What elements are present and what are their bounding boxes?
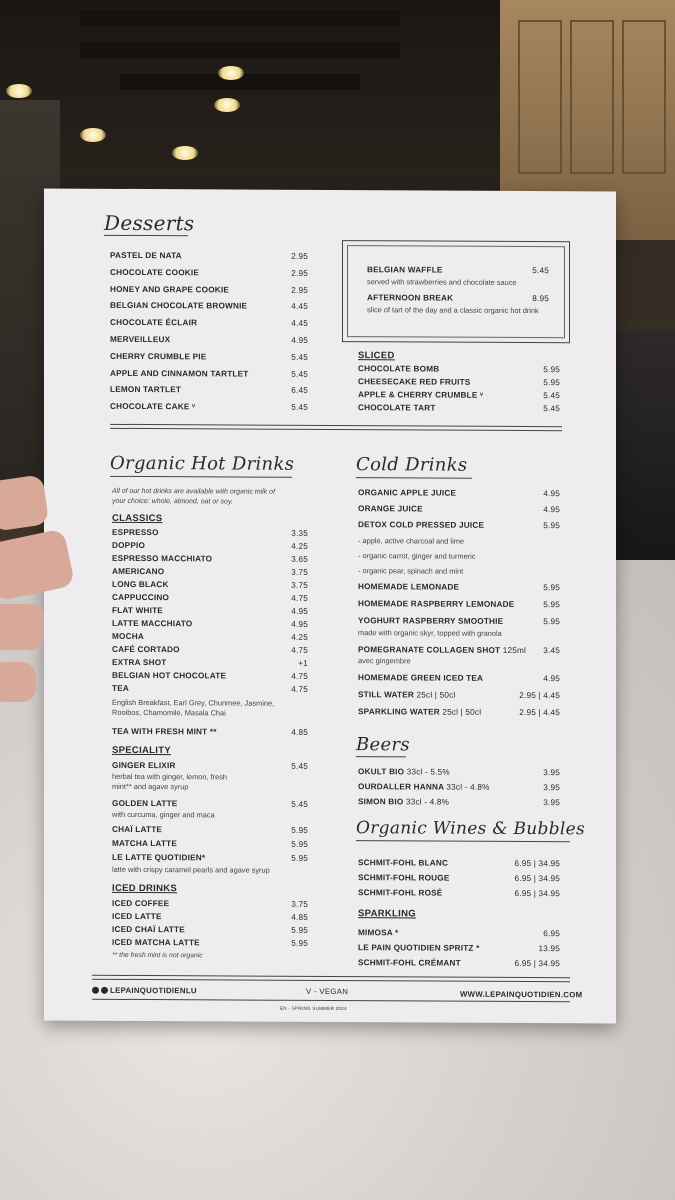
item-price: 5.45: [543, 391, 560, 401]
menu-item: [358, 858, 560, 868]
item-price: 8.95: [532, 294, 549, 304]
item-name: MATCHA LATTE: [112, 838, 178, 849]
menu-item: [110, 268, 308, 278]
menu-item: [112, 799, 308, 809]
menu-item: [112, 727, 308, 737]
menu-item: [112, 567, 308, 577]
cold-drinks-title: Cold Drinks: [356, 454, 468, 476]
menu-item: [112, 938, 308, 948]
item-name: CHOCOLATE CAKE ᵛ: [110, 402, 196, 412]
item-name: YOGHURT RASPBERRY SMOOTHIE: [358, 616, 504, 626]
item-price: 4.45: [291, 302, 308, 312]
item-price: 3.95: [543, 783, 560, 793]
item-price: 5.95: [291, 938, 308, 948]
item-name: DETOX COLD PRESSED JUICE: [358, 520, 485, 530]
item-price: 4.95: [291, 335, 308, 345]
item-price: 4.75: [291, 593, 308, 603]
menu-item: [112, 912, 308, 922]
item-price: 2.95 | 4.45: [519, 707, 560, 718]
footer-divider: [92, 999, 570, 1003]
item-price: 3.75: [291, 567, 308, 577]
menu-item: [112, 839, 308, 849]
desserts-title: Desserts: [104, 210, 195, 236]
menu-item: [358, 364, 560, 374]
item-price: 5.95: [543, 378, 560, 388]
item-price: 4.95: [543, 674, 560, 684]
menu-item: [112, 671, 308, 681]
item-name: MERVEILLEUX: [110, 334, 171, 345]
item-name: LONG BLACK: [112, 579, 169, 590]
item-description: avec gingembre: [358, 656, 411, 666]
item-name: HOMEMADE LEMONADE: [358, 582, 460, 592]
instagram-icon: [101, 987, 108, 994]
title-underline: [104, 235, 188, 236]
menu-item: [358, 488, 560, 498]
menu-item: [110, 368, 308, 378]
item-price: +1: [298, 658, 308, 668]
menu-item: [358, 403, 560, 413]
ceiling-lamp: [172, 146, 198, 160]
sliced-heading: SLICED: [358, 350, 395, 362]
website-url: WWW.LEPAINQUOTIDIEN.COM: [460, 989, 583, 1000]
edition-label: EN - SPRING SUMMER 2024: [280, 1005, 347, 1012]
item-description: herbal tea with ginger, lemon, fresh mint** and agave syrup: [112, 771, 228, 792]
item-name: CHOCOLATE BOMB: [358, 364, 440, 374]
item-price: 5.45: [543, 404, 560, 414]
social-handle-text: LEPAINQUOTIDIENLU: [110, 985, 197, 996]
item-name: AFTERNOON BREAK: [367, 293, 454, 303]
tea-varieties: English Breakfast, Earl Grey, Chunmee, Jasmine, Rooibos, Chamomile, Masala Chai: [112, 697, 275, 718]
item-price: 4.25: [291, 632, 308, 642]
menu-item: [358, 782, 560, 792]
chair: [615, 330, 675, 590]
item-name: MOCHA: [112, 631, 144, 642]
item-volume: 25cl | 50cl: [416, 690, 456, 700]
item-name: MIMOSA *: [358, 928, 399, 938]
item-price: 5.95: [543, 617, 560, 627]
finger: [0, 528, 75, 601]
item-name: PASTEL DE NATA: [110, 250, 182, 261]
item-description: slice of tart of the day and a classic organic hot drink: [367, 305, 539, 316]
menu-item: [112, 606, 308, 616]
item-name: AMERICANO: [112, 566, 165, 577]
menu-item: [112, 528, 308, 538]
item-price: 5.95: [543, 583, 560, 593]
item-price: 5.45: [532, 266, 549, 276]
menu-item: [358, 377, 560, 387]
item-name: OURDALLER HANNA: [358, 782, 444, 792]
finger: [0, 662, 36, 702]
item-name: APPLE & CHERRY CRUMBLE ᵛ: [358, 390, 484, 400]
social-handle: [92, 986, 197, 996]
item-name: DOPPIO: [112, 540, 146, 551]
menu-item: [358, 504, 560, 514]
vegan-legend: V - VEGAN: [306, 986, 349, 997]
menu-item: [112, 580, 308, 590]
item-volume: 33cl - 4.8%: [446, 782, 490, 792]
item-price: 6.95 | 34.95: [514, 873, 560, 884]
beers-title: Beers: [356, 734, 410, 756]
item-price: 2.95: [291, 268, 308, 278]
mint-footnote: ** the fresh mint is not organic: [112, 951, 203, 960]
detox-variety: - apple, active charcoal and lime: [358, 536, 464, 546]
item-price: 5.45: [291, 402, 308, 413]
menu-item: [358, 616, 560, 626]
ceiling-lamp: [218, 66, 244, 80]
menu-item: [112, 541, 308, 551]
item-price: 5.95: [543, 365, 560, 375]
item-price: 4.75: [291, 684, 308, 694]
menu-card: [44, 189, 616, 1024]
title-underline: [356, 756, 406, 757]
item-name: LE LATTE QUOTIDIEN*: [112, 852, 206, 863]
menu-item: [112, 853, 308, 863]
item-price: 5.45: [291, 799, 308, 809]
item-price: 5.95: [543, 521, 560, 531]
item-name: SCHMIT-FOHL ROUGE: [358, 873, 450, 883]
menu-item: [112, 761, 308, 771]
footer-divider: [92, 979, 570, 983]
item-price: 5.45: [291, 352, 308, 362]
item-price: 4.95: [291, 606, 308, 616]
menu-item: [358, 943, 560, 953]
item-price: 6.95 | 34.95: [514, 958, 560, 969]
menu-item: [112, 925, 308, 935]
item-name: GOLDEN LATTE: [112, 798, 178, 809]
menu-item: [358, 888, 560, 898]
menu-item: [112, 899, 308, 909]
finger: [0, 604, 44, 650]
item-price: 5.95: [291, 839, 308, 849]
menu-item: [112, 645, 308, 655]
item-price: 3.95: [543, 768, 560, 778]
item-price: 5.45: [291, 369, 308, 379]
menu-item: [358, 599, 560, 609]
menu-item: [358, 767, 560, 777]
item-price: 5.45: [291, 761, 308, 771]
menu-item: [110, 284, 308, 294]
item-name: ICED LATTE: [112, 911, 162, 922]
cabinet-door: [570, 20, 614, 174]
item-name: HOMEMADE RASPBERRY LEMONADE: [358, 599, 515, 609]
item-description: latte with crispy caramel pearls and agave syrup: [112, 864, 270, 875]
item-volume: 25cl | 50cl: [442, 707, 482, 717]
item-price: 2.95: [291, 285, 308, 295]
menu-item: [112, 825, 308, 835]
menu-item: [110, 335, 308, 345]
menu-item: [367, 293, 549, 303]
menu-item: [112, 619, 308, 629]
menu-item: [358, 690, 560, 700]
item-description: with curcuma, ginger and maca: [112, 809, 215, 820]
menu-item: [358, 707, 560, 717]
item-name: CHOCOLATE TART: [358, 403, 436, 413]
menu-item: [110, 352, 308, 362]
item-price: 3.65: [291, 554, 308, 564]
item-name: EXTRA SHOT: [112, 657, 167, 668]
item-volume: 33cl - 4.8%: [405, 797, 450, 807]
detox-variety: - organic pear, spinach and mint: [358, 566, 464, 576]
menu-item: [367, 265, 549, 275]
item-name: BELGIAN HOT CHOCOLATE: [112, 670, 227, 681]
item-name: ESPRESSO MACCHIATO: [112, 553, 213, 564]
item-price: 4.95: [291, 619, 308, 629]
item-name: OKULT BIO: [358, 767, 405, 777]
item-price: 4.85: [291, 912, 308, 922]
ceiling-lamp: [214, 98, 240, 112]
item-name: CHOCOLATE COOKIE: [110, 267, 200, 278]
item-name: LATTE MACCHIATO: [112, 618, 193, 629]
finger: [0, 474, 49, 531]
menu-item: [358, 873, 560, 883]
item-name: POMEGRANATE COLLAGEN SHOT: [358, 645, 501, 655]
item-price: 3.95: [543, 798, 560, 808]
menu-item: [358, 673, 560, 683]
item-name: FLAT WHITE: [112, 605, 163, 616]
item-description: served with strawberries and chocolate sauce: [367, 277, 517, 287]
dessert-feature-box: [342, 240, 570, 343]
item-price: 6.45: [291, 386, 308, 396]
item-name: TEA WITH FRESH MINT **: [112, 726, 217, 737]
item-name: SCHMIT-FOHL ROSÉ: [358, 888, 443, 898]
hot-drinks-title: Organic Hot Drinks: [110, 452, 295, 475]
item-price: 13.95: [538, 944, 560, 954]
menu-item: [110, 318, 308, 328]
item-name: ICED CHAÏ LATTE: [112, 924, 185, 935]
item-volume: 125ml: [502, 645, 527, 656]
title-underline: [356, 840, 570, 842]
menu-item: [112, 554, 308, 564]
item-name: LE PAIN QUOTIDIEN SPRITZ *: [358, 943, 480, 953]
item-name: CHAÏ LATTE: [112, 824, 163, 835]
item-price: 4.25: [291, 541, 308, 551]
item-name: SIMON BIO: [358, 797, 404, 807]
menu-item: [110, 385, 308, 395]
cabinet-door: [518, 20, 562, 174]
item-price: 2.95: [291, 251, 308, 261]
item-name: CHOCOLATE ÉCLAIR: [110, 318, 198, 328]
item-price: 3.45: [543, 646, 560, 656]
speciality-heading: SPECIALITY: [112, 744, 171, 757]
menu-item: [358, 958, 560, 968]
item-name: ICED COFFEE: [112, 898, 170, 909]
item-price: 2.95 | 4.45: [519, 690, 560, 701]
box-inner-border: [347, 245, 565, 338]
footer-divider: [92, 975, 570, 979]
item-name: BELGIAN WAFFLE: [367, 265, 443, 275]
ceiling-lamp: [6, 84, 32, 98]
item-price: 6.95: [543, 929, 560, 939]
menu-item: [112, 632, 308, 642]
item-price: 3.75: [291, 899, 308, 909]
item-price: 5.95: [543, 600, 560, 610]
menu-item: [358, 928, 560, 938]
item-name: GINGER ELIXIR: [112, 760, 176, 771]
ceiling-beam: [80, 42, 400, 58]
menu-item: [110, 301, 308, 311]
wines-title: Organic Wines & Bubbles: [356, 818, 586, 840]
menu-item: [112, 593, 308, 603]
menu-item: [112, 658, 308, 668]
item-price: 3.35: [291, 528, 308, 538]
item-name: ESPRESSO: [112, 527, 159, 538]
item-price: 6.95 | 34.95: [514, 858, 560, 869]
item-name: CAPPUCCINO: [112, 592, 170, 603]
iced-drinks-heading: ICED DRINKS: [112, 882, 178, 895]
menu-item: [110, 402, 308, 412]
item-price: 5.95: [291, 825, 308, 835]
ceiling-beam: [80, 10, 400, 26]
sparkling-heading: SPARKLING: [358, 908, 416, 920]
title-underline: [110, 476, 292, 478]
item-price: 5.95: [291, 925, 308, 935]
menu-item: [112, 684, 308, 694]
item-name: CHEESECAKE RED FRUITS: [358, 377, 471, 387]
menu-item: [358, 520, 560, 530]
item-price: 4.75: [291, 671, 308, 681]
item-name: BELGIAN CHOCOLATE BROWNIE: [110, 301, 248, 311]
facebook-icon: [92, 987, 99, 994]
item-name: SCHMIT-FOHL CRÉMANT: [358, 958, 461, 968]
section-divider: [110, 428, 562, 431]
item-name: CAFÉ CORTADO: [112, 644, 180, 655]
item-name: SCHMIT-FOHL BLANC: [358, 858, 449, 868]
item-price: 4.75: [291, 645, 308, 655]
item-name: HONEY AND GRAPE COOKIE: [110, 284, 230, 295]
item-name: TEA: [112, 683, 129, 693]
item-price: 3.75: [291, 580, 308, 590]
item-price: 6.95 | 34.95: [514, 888, 560, 899]
item-name: ORGANIC APPLE JUICE: [358, 488, 457, 498]
classics-heading: CLASSICS: [112, 512, 163, 525]
item-price: 4.45: [291, 318, 308, 329]
detox-variety: - organic carrot, ginger and turmeric: [358, 551, 476, 561]
item-name: APPLE AND CINNAMON TARTLET: [110, 368, 249, 379]
ceiling-lamp: [80, 128, 106, 142]
item-name: HOMEMADE GREEN ICED TEA: [358, 673, 484, 683]
item-name: CHERRY CRUMBLE PIE: [110, 351, 207, 362]
hand-holding-menu: [0, 478, 70, 718]
item-name: ORANGE JUICE: [358, 504, 423, 514]
item-name: ICED MATCHA LATTE: [112, 937, 200, 948]
item-name: STILL WATER: [358, 690, 415, 700]
item-price: 5.95: [291, 853, 308, 863]
item-description: made with organic skyr, topped with granola: [358, 628, 502, 638]
menu-item: [358, 645, 560, 655]
item-price: 4.95: [543, 505, 560, 515]
menu-item: [358, 390, 560, 400]
item-price: 4.95: [543, 489, 560, 499]
menu-item: [358, 797, 560, 807]
title-underline: [356, 477, 472, 479]
menu-item: [358, 582, 560, 592]
menu-item: [110, 251, 308, 261]
item-volume: 33cl - 5.5%: [406, 767, 450, 777]
item-name: SPARKLING WATER: [358, 707, 440, 717]
item-name: LEMON TARTLET: [110, 385, 182, 395]
cabinet-door: [622, 20, 666, 174]
item-price: 4.85: [291, 727, 308, 737]
section-divider: [110, 424, 562, 427]
hot-drinks-intro: All of our hot drinks are available with organic milk of your choice: whole, almond, oat or soy.: [112, 487, 276, 506]
